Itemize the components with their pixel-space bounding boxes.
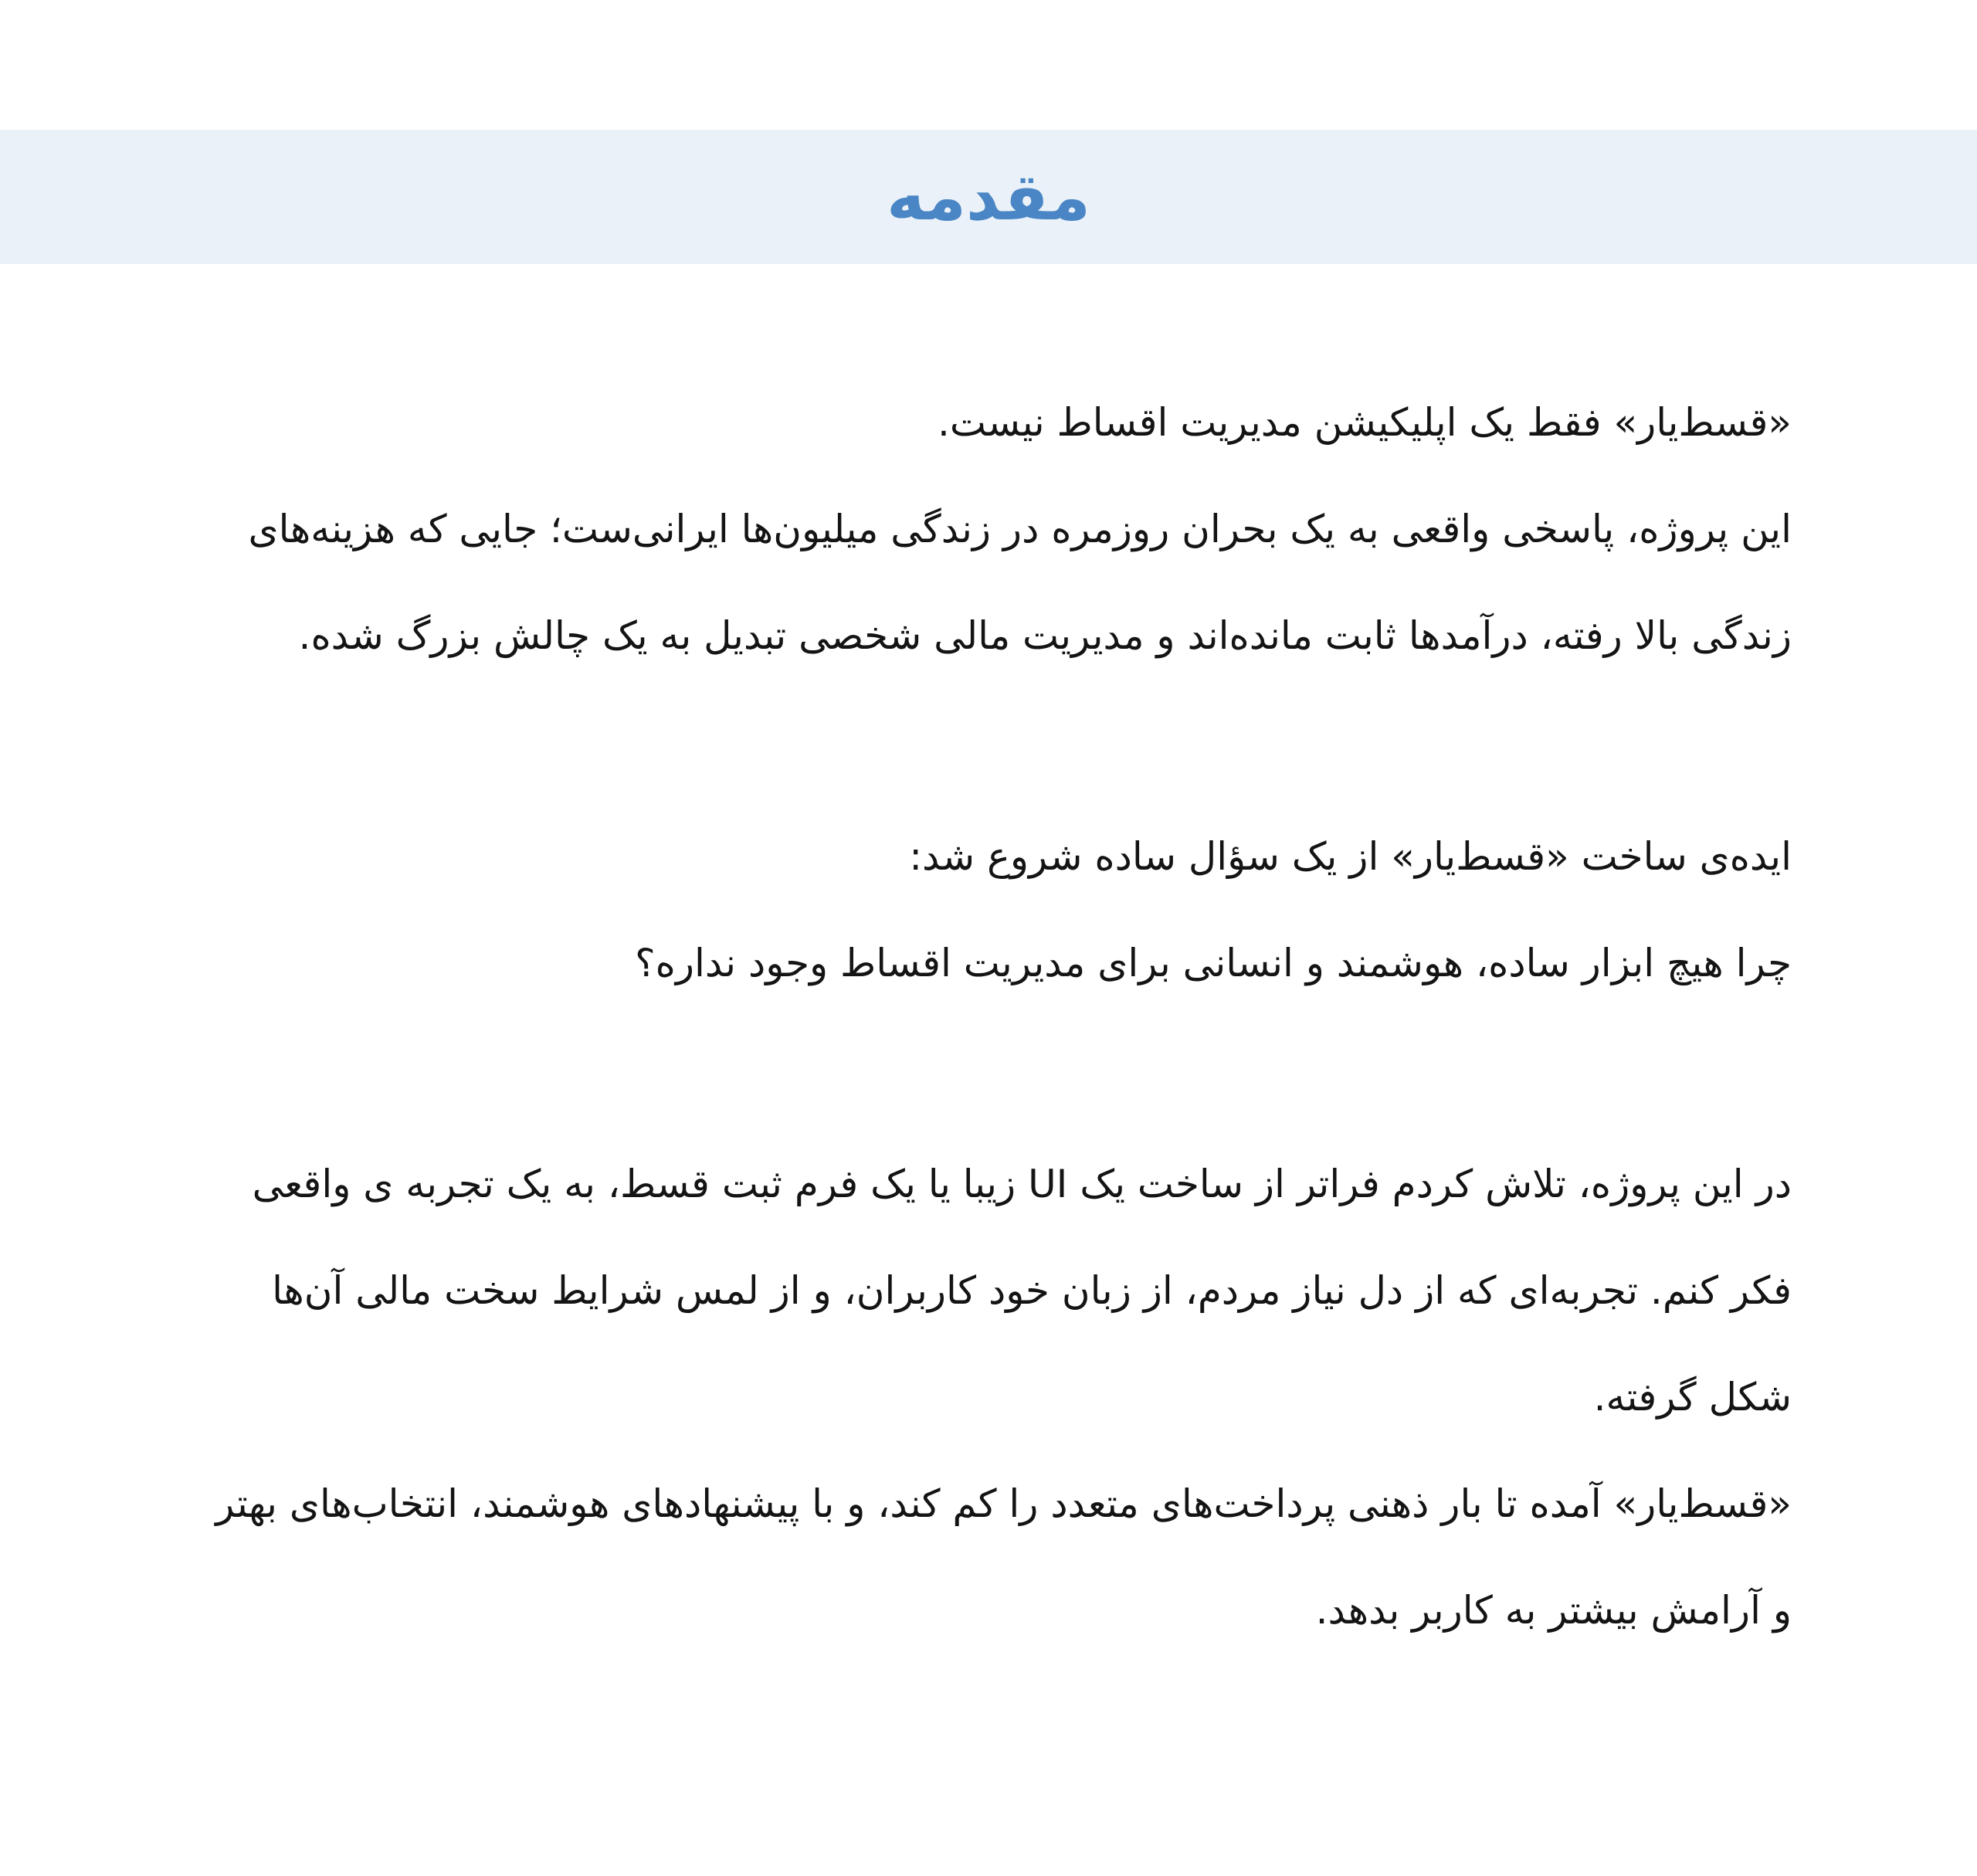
paragraph-intro: «قسط‌یار» فقط یک اپلیکیشن مدیریت اقساط نیست. <box>938 400 1792 445</box>
paragraph-idea: ایده‌ی ساخت «قسط‌یار» از یک سؤال ساده شروع شد: <box>909 834 1792 879</box>
paragraph-crisis: این پروژه، پاسخی واقعی به یک بحران روزمره در زندگی میلیون‌ها ایرانی‌ست؛ جایی که هزینه‌های زندگی بالا رفته، درآمدها ثابت مانده‌اند و مدیریت مالی شخصی تبدیل به یک چالش بزرگ شده. <box>248 507 1792 658</box>
paragraph-purpose: «قسط‌یار» آمده تا بار ذهنی پرداخت‌های متعدد را کم کند، و با پیشنهادهای هوشمند، انتخاب‌های بهتر و آرامش بیشتر به کاربر بدهد. <box>215 1481 1792 1633</box>
page-title: مقدمه <box>887 159 1090 235</box>
paragraph-spacer <box>193 689 1792 803</box>
paragraph-spacer <box>193 1016 1792 1131</box>
header-band <box>0 130 1977 264</box>
paragraph-approach: در این پروژه، تلاش کردم فراتر از ساخت یک UI زیبا یا یک فرم ثبت قسط، به یک تجربه ی واقعی فکر کنم. تجربه‌ای که از دل نیاز مردم، از زبان خود کاربران، و از لمس شرایط سخت مالی آن‌ها شکل گرفته. <box>252 1162 1792 1420</box>
paragraph-question: چرا هیچ ابزار ساده، هوشمند و انسانی برای مدیریت اقساط وجود نداره؟ <box>635 941 1792 985</box>
intro-content <box>193 369 1792 1664</box>
